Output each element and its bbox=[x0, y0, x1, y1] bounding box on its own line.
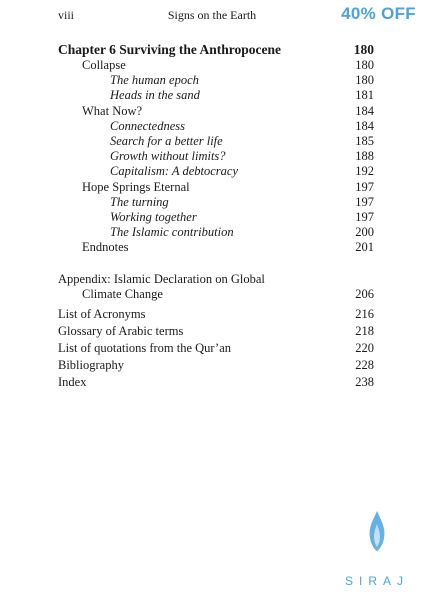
toc-entry bbox=[58, 134, 374, 149]
entry-page: 197 bbox=[355, 179, 374, 194]
toc-entry bbox=[58, 104, 374, 119]
toc-entry bbox=[58, 58, 374, 73]
entry-page: 185 bbox=[355, 134, 374, 149]
appendix-entry bbox=[58, 272, 374, 302]
entry-title: Bibliography bbox=[58, 358, 124, 373]
entry-page: 238 bbox=[355, 375, 374, 390]
entry-page: 216 bbox=[355, 307, 374, 322]
running-title: Signs on the Earth bbox=[167, 8, 257, 22]
toc-entry bbox=[58, 88, 374, 103]
entry-page: 184 bbox=[355, 103, 374, 118]
appendix-title-line2: Climate Change bbox=[82, 286, 163, 301]
entry-page: 218 bbox=[355, 324, 374, 339]
back-matter-entry bbox=[58, 323, 374, 340]
entry-title: Heads in the sand bbox=[110, 88, 200, 103]
page-header bbox=[0, 0, 424, 30]
flame-drop-icon bbox=[367, 510, 387, 552]
toc-entry bbox=[58, 119, 374, 134]
back-matter-entry bbox=[58, 357, 374, 374]
toc-entry bbox=[58, 180, 374, 195]
entry-title: The Islamic contribution bbox=[110, 225, 234, 240]
entry-page: 220 bbox=[355, 341, 374, 356]
entry-page: 180 bbox=[355, 58, 374, 72]
entry-page: 228 bbox=[355, 358, 374, 373]
entry-page: 200 bbox=[355, 225, 374, 240]
chapter-title: Chapter 6 Surviving the Anthropocene bbox=[58, 42, 282, 57]
logo-text: SIRAJ bbox=[344, 574, 409, 588]
entry-title: List of Acronyms bbox=[58, 307, 146, 322]
siraj-logo bbox=[344, 510, 410, 588]
toc-entry bbox=[58, 210, 374, 225]
back-matter-entry bbox=[58, 374, 374, 391]
entry-title: The human epoch bbox=[110, 73, 199, 88]
appendix-title-line2-row bbox=[58, 287, 374, 302]
entry-title: Search for a better life bbox=[110, 134, 223, 149]
section-gap bbox=[58, 256, 374, 272]
appendix-page: 206 bbox=[355, 286, 374, 301]
entry-page: 181 bbox=[355, 88, 374, 103]
appendix-title-line1: Appendix: Islamic Declaration on Global bbox=[58, 271, 265, 286]
toc-entry bbox=[58, 73, 374, 88]
entry-page: 184 bbox=[355, 118, 374, 133]
back-matter-entry bbox=[58, 340, 374, 357]
discount-badge: 40% OFF bbox=[341, 4, 416, 23]
toc-entry bbox=[58, 240, 374, 255]
entry-title: Hope Springs Eternal bbox=[82, 179, 190, 194]
entry-title: Index bbox=[58, 375, 87, 390]
page-number: viii bbox=[58, 8, 75, 22]
entry-title: List of quotations from the Qur’an bbox=[58, 341, 231, 356]
entry-title: Capitalism: A debtocracy bbox=[110, 164, 238, 179]
toc-entry bbox=[58, 164, 374, 179]
toc-entry bbox=[58, 225, 374, 240]
entry-page: 188 bbox=[355, 149, 374, 164]
chapter-page: 180 bbox=[353, 42, 374, 57]
entry-title: Growth without limits? bbox=[110, 149, 226, 164]
entry-title: The turning bbox=[110, 194, 169, 209]
toc-entry bbox=[58, 149, 374, 164]
chapter-heading bbox=[58, 41, 374, 58]
entry-title: Glossary of Arabic terms bbox=[58, 324, 184, 339]
toc-entry bbox=[58, 195, 374, 210]
entry-title: Working together bbox=[110, 210, 197, 225]
entry-page: 192 bbox=[355, 164, 374, 179]
table-of-contents bbox=[58, 41, 374, 391]
back-matter-entry bbox=[58, 306, 374, 323]
entry-title: Endnotes bbox=[82, 240, 129, 255]
entry-page: 201 bbox=[355, 240, 374, 255]
entry-title: Collapse bbox=[82, 58, 126, 72]
entry-page: 180 bbox=[355, 73, 374, 88]
entry-title: Connectedness bbox=[110, 118, 185, 133]
entry-page: 197 bbox=[355, 210, 374, 225]
entry-title: What Now? bbox=[82, 103, 143, 118]
entry-page: 197 bbox=[355, 194, 374, 209]
